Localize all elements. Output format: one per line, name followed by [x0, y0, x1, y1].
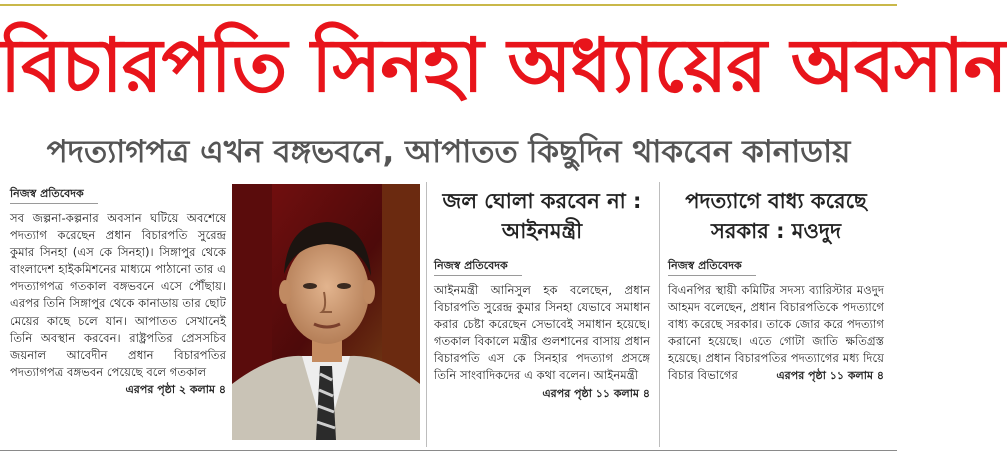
- article-body: [10, 210, 226, 396]
- article-body: [668, 282, 884, 385]
- continuation-link[interactable]: এরপর পৃষ্ঠা ১১ কলাম ৪: [776, 369, 884, 383]
- main-headline: বিচারপতি সিনহা অধ্যায়ের অবসান: [0, 23, 1007, 109]
- law-minister-article: [434, 182, 650, 402]
- portrait-photo: [232, 184, 420, 440]
- top-rule: [0, 0, 897, 6]
- article-headline: জল ঘোলা করবেন না : আইনমন্ত্রী: [442, 189, 642, 243]
- column-divider: [659, 182, 660, 447]
- article-body-text: আইনমন্ত্রী আনিসুল হক বলেছেন, প্রধান বিচারপতি সুরেন্দ্র কুমার সিনহা যেভাবে সমাধান করার চেষ্টা করেছেন সেভাবেই সমাধান হয়েছে। গতকাল বিকালে মন্ত্রীর গুলশানের বাসায় প্রধান বিচারপতি এস কে সিনহার পদত্যাগ প্রসঙ্গে তিনি সাংবাদিকদের এ কথা বলেন। আইনমন্ত্রী: [434, 283, 650, 383]
- subheadline: পদত্যাগপত্র এখন বঙ্গভবনে, আপাতত কিছুদিন থাকবেন কানাডায়: [46, 134, 851, 170]
- byline: নিজস্ব প্রতিবেদক: [434, 256, 522, 276]
- continuation-link[interactable]: এরপর পৃষ্ঠা ২ কলাম ৪: [125, 382, 226, 396]
- moudud-article: [668, 182, 884, 385]
- byline: নিজস্ব প্রতিবেদক: [668, 256, 756, 276]
- article-body: [434, 282, 650, 400]
- article-body-text: বিএনপির স্থায়ী কমিটির সদস্য ব্যারিস্টার মওদুদ আহমদ বলেছেন, প্রধান বিচারপতিকে পদত্যাগে বাধ্য করেছে সরকার। তাকে জোর করে পদত্যাগ করানো হয়েছে। এতে গোটা জাতি ক্ষতিগ্রস্ত হয়েছে। প্রধান বিচারপতির পদত্যাগের মধ্য দিয়ে বিচার বিভাগের: [668, 283, 884, 383]
- bottom-rule: [0, 450, 897, 462]
- lead-article: [10, 182, 226, 398]
- byline: নিজস্ব প্রতিবেদক: [10, 184, 98, 204]
- article-headline: পদত্যাগে বাধ্য করেছে সরকার : মওদুদ: [685, 189, 867, 243]
- article-body-text: সব জল্পনা-কল্পনার অবসান ঘটিয়ে অবশেষে পদত্যাগ করেছেন প্রধান বিচারপতি সুরেন্দ্র কুমার সিনহা (এস কে সিনহা)। সিঙ্গাপুর থেকে বাংলাদেশ হাইকমিশনের মাধ্যমে পাঠানো তার এ পদত্যাগপত্র গতকাল বঙ্গভবনে এসে পৌঁছায়। এরপর তিনি সিঙ্গাপুর থেকে কানাডায় তার ছোট মেয়ের কাছে চলে যান। আপাতত সেখানেই তিনি অবস্থান করবেন। রাষ্ট্রপতির প্রেসসচিব জয়নাল আবেদীন প্রধান বিচারপতির পদত্যাগপত্র বঙ্গভবন পেয়েছে বলে গতকাল: [10, 211, 226, 379]
- continuation-link[interactable]: এরপর পৃষ্ঠা ১১ কলাম ৪: [542, 386, 650, 400]
- column-divider: [426, 182, 427, 447]
